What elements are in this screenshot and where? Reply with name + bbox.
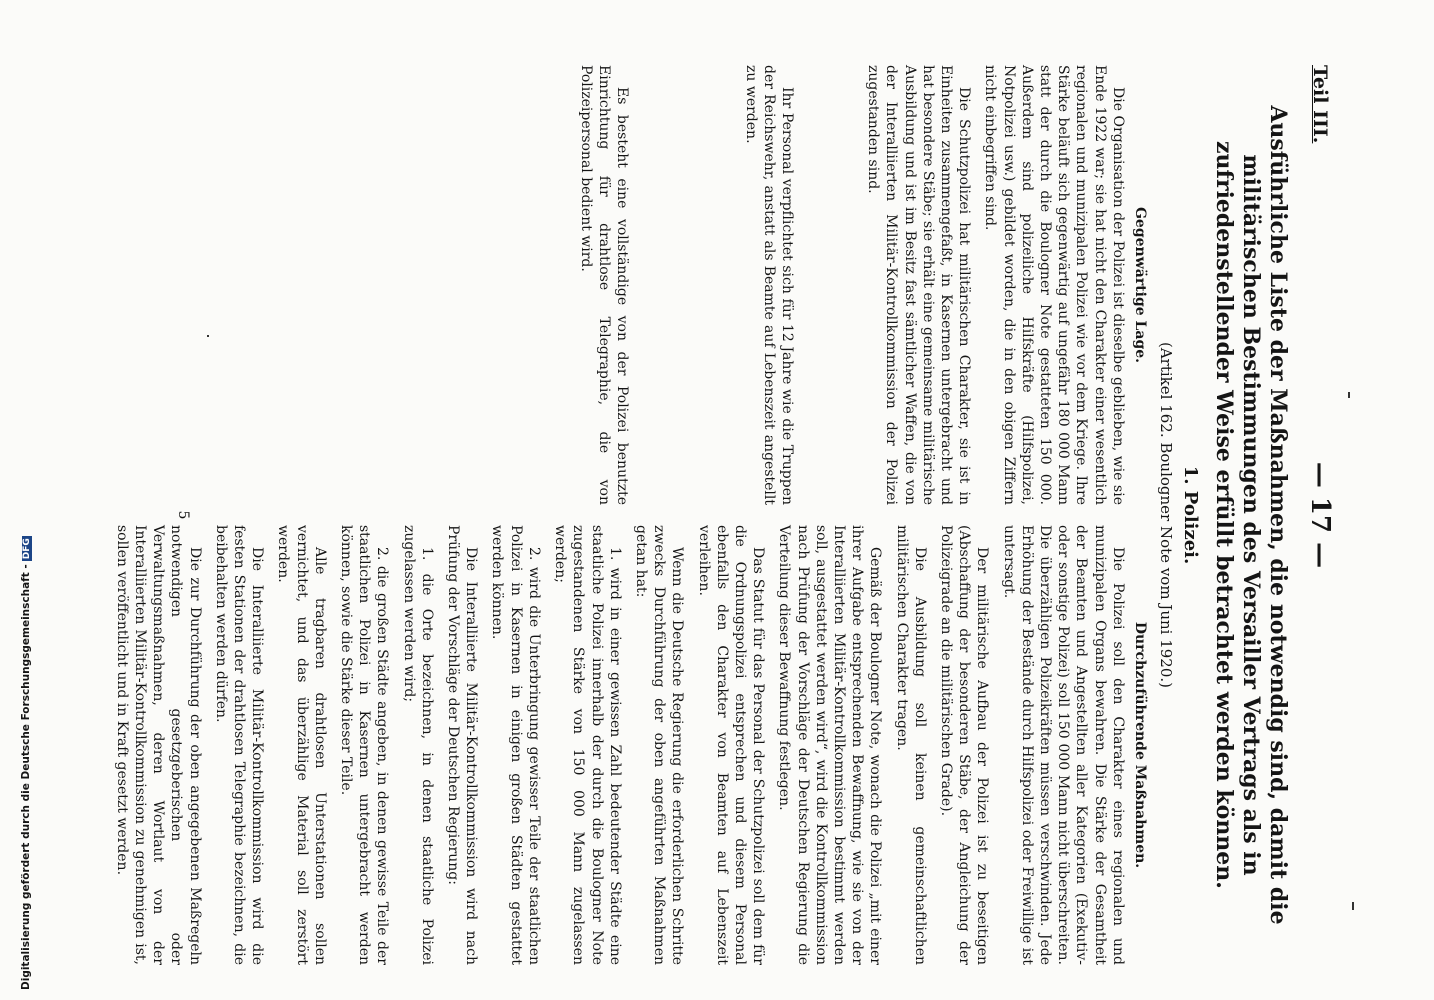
left-paragraph: Es besteht eine vollständige von der Polizei benutzte Einrichtung für drahtlose Telegraphie, die von Polizeipersonal bedient wird.: [577, 65, 631, 505]
digitization-credit: [20, 536, 32, 990]
dfg-logo: DFG: [22, 538, 32, 560]
right-column-heading: Durchzuführende Maßnahmen.: [1132, 621, 1148, 869]
right-paragraph: Die Polizei soll den Charakter eines regionalen und munizipalen Organs bewahren. Die Stärke der Gesamtheit der Beamten und Angestellten aller Kategorien (Exekutiv- oder sonstige Polizei) soll 150 000 Mann nicht überschreiten. Die überzähligen Polizeikräften müssen verschwinden. Jede Erhöhung der Bestände durch Hilfspolizei oder Freiwillige ist untersagt.: [1000, 525, 1126, 965]
left-column-current-situation: [569, 65, 1149, 505]
part-label: Teil III.: [1309, 65, 1331, 144]
left-paragraph: Die Schutzpolizei hat militärischen Charakter, sie ist in Einheiten zusammengefaßt, in Kasernen untergebracht und hat besondere Stäbe; sie erhält eine gemeinsame militärische Ausbildung und ist im Besitz fast sämtlicher Waffen, die von der Interalliierten Militär-Kontrollkommission der Polizei zugestanden sind.: [865, 65, 973, 505]
section-heading: 1. Polizei.: [1180, 465, 1201, 565]
left-column-heading: Gegenwärtige Lage.: [1132, 206, 1148, 364]
article-note: (Artikel 162. Boulogner Note vom Juni 1920.): [1157, 341, 1175, 689]
right-paragraph: 1. wird in einer gewissen Zahl bedeutender Städte eine staatliche Polizei innerhalb der durch die Boulogner Note zugestandenen Stärke von 150 000 Mann zugelassen werden;: [552, 525, 623, 965]
right-paragraph: 2. die großen Städte angeben, in denen gewisse Teile der staatlichen Polizei in Kasernen untergebracht werden können, sowie die Stärke dieser Teile.: [338, 525, 391, 965]
right-paragraph: 1. die Orte bezeichnen, in denen staatliche Polizei zugelassen werden wird;: [400, 525, 435, 965]
rotated-book-page: [113, 65, 1335, 965]
right-paragraph: Gemäß der Boulogner Note, wonach die Polizei „mit einer ihrer Aufgabe entsprechenden Bewaffnung, wie sie von der Interalliierten Militär-Kontrollkommission bestimmt werden soll, ausgestattet werden wird“, wird die Kontrollkommission nach Prüfung der Vorschläge der Deutschen Regierung die Verteilung dieser Bewaffnung festlegen.: [776, 525, 884, 965]
left-paragraph: Die Organisation der Polizei ist dieselbe geblieben, wie sie Ende 1922 war; sie hat nicht den Charakter einer wesentlich regionalen und munizipalen Polizei wie vor dem Kriege. Ihre Stärke beläuft sich gegenwärtig auf ungefähr 180 000 Mann statt der durch die Boulogner Note gestatteten 150 000. Außerdem sind polizeiliche Hilfskräfte (Hilfspolizei, Notpolizei usw.) gebildet worden, die in den obigen Ziffern nicht einbegriffen sind.: [982, 65, 1126, 505]
scan-speck: [207, 335, 209, 337]
scan-speck: [1348, 392, 1350, 398]
right-paragraph: Die Interalliierte Militär-Kontrollkommission wird die festen Stationen der drahtlosen Telegraphie bezeichnen, die beibehalten werden dürfen.: [212, 525, 266, 965]
right-column-required-measures: [105, 525, 1149, 965]
right-paragraph: Wenn die Deutsche Regierung die erforderlichen Schritte zwecks Durchführung der oben angeführten Maßnahmen getan hat:: [632, 525, 686, 965]
right-paragraph: Die Interalliierte Militär-Kontrollkommission wird nach Prüfung der Vorschläge der Deutschen Regierung:: [445, 525, 480, 965]
page-header: [1295, 65, 1335, 965]
right-paragraph: Die Ausbildung soll keinen gemeinschaftlichen militärischen Charakter tragen.: [893, 525, 928, 965]
folio-number: 5: [175, 510, 191, 520]
scan-speck: [1352, 902, 1354, 910]
credit-text: Digitalisierung gefördert durch die Deutsche Forschungsgemeinschaft -: [20, 564, 32, 990]
right-paragraph: Alle tragbaren drahtlosen Unterstationen sollen vernichtet, und das überzählige Material soll zerstört werden.: [275, 525, 328, 965]
left-paragraph: Ihr Personal verpflichtet sich für 12 Jahre wie die Truppen der Reichswehr, anstatt als Beamte auf Lebenszeit angestellt zu werden.: [742, 65, 795, 505]
right-paragraph: Die zur Durchführung der oben angegebenen Maßregeln notwendigen gesetzgeberischen oder Verwaltungsmaßnahmen, deren Wortlaut von der Interalliierten Militär-Kontrollkommission zu genehmigen ist, sollen veröffentlicht und in Kraft gesetzt werden.: [113, 525, 203, 965]
right-paragraph: Der militärische Aufbau der Polizei ist zu beseitigen (Abschaffung der besonderen Stäbe, der Angleichung der Polizeigrade an die militärischen Grade).: [937, 525, 991, 965]
page-title: Ausführliche Liste der Maßnahmen, die notwendig sind, damit die militärischen Bestimmungen des Versailler Vertrags als in zufriedenstellender Weise erfüllt betrachtet werden können.: [1211, 105, 1291, 925]
right-paragraph: 2. wird die Unterbringung gewisser Teile der staatlichen Polizei in Kasernen in einigen großen Städten gestattet werden können.: [489, 525, 542, 965]
page-number: — 17 —: [1305, 461, 1335, 569]
right-paragraph: Das Statut für das Personal der Schutzpolizei soll dem für die Ordnungspolizei entsprechen und diesem Personal ebenfalls den Charakter von Beamten auf Lebenszeit verleihen.: [695, 525, 767, 965]
